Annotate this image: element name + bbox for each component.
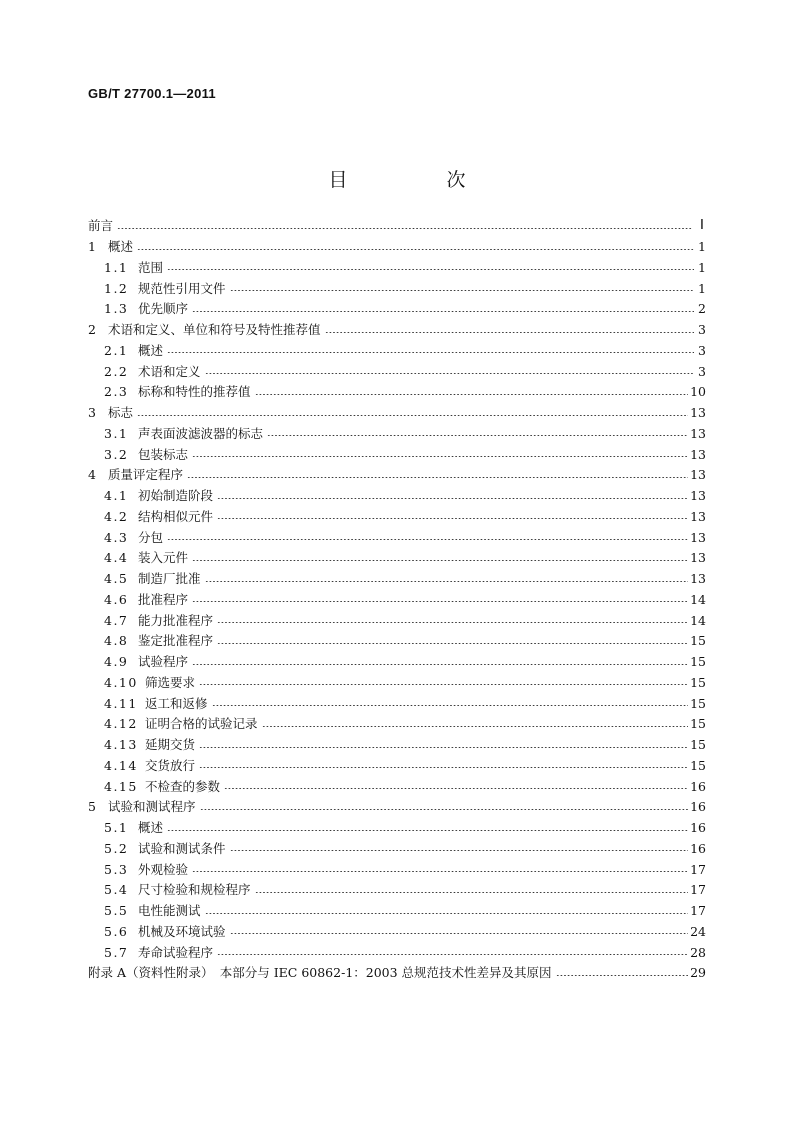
toc-entry-label: 前言 xyxy=(88,218,114,234)
toc-entry[interactable] xyxy=(88,237,706,258)
dot-leader xyxy=(205,373,694,374)
toc-entry[interactable] xyxy=(88,527,706,548)
dot-leader xyxy=(199,684,688,685)
toc-entry-page: 13 xyxy=(690,508,706,524)
toc-entry-label: 能力批准程序 xyxy=(138,612,214,628)
dot-leader xyxy=(556,975,689,976)
toc-entry[interactable] xyxy=(88,424,706,445)
toc-entry-number: 1.3 xyxy=(104,301,129,317)
toc-entry-number: 4.7 xyxy=(104,612,129,628)
toc-entry[interactable] xyxy=(88,818,706,839)
dot-leader xyxy=(192,456,688,457)
toc-entry-label: 附录 A（资料性附录） 本部分与 IEC 60862-1：2003 总规范技术性差异及其原因 xyxy=(88,965,552,981)
toc-entry[interactable] xyxy=(88,216,706,237)
toc-entry-page: 14 xyxy=(690,612,706,628)
toc-entry-label: 延期交货 xyxy=(145,737,196,753)
toc-entry-label: 概述 xyxy=(138,342,164,358)
toc-entry-label: 鉴定批准程序 xyxy=(138,633,214,649)
toc-entry-page: 10 xyxy=(690,384,706,400)
dot-leader xyxy=(192,311,694,312)
toc-entry-page: 1 xyxy=(698,239,706,255)
dot-leader xyxy=(217,954,688,955)
toc-entry-page: 2 xyxy=(698,301,706,317)
toc-entry-page: 1 xyxy=(698,280,706,296)
toc-entry[interactable] xyxy=(88,486,706,507)
toc-entry[interactable] xyxy=(88,507,706,528)
toc-entry-label: 试验和测试程序 xyxy=(108,799,196,815)
toc-entry-number: 2 xyxy=(88,322,98,338)
dot-leader xyxy=(217,643,688,644)
dot-leader xyxy=(137,249,694,250)
toc-entry-page: 15 xyxy=(690,674,706,690)
toc-entry[interactable] xyxy=(88,361,706,382)
toc-entry-number: 4.13 xyxy=(104,737,138,753)
dot-leader xyxy=(187,477,688,478)
toc-entry[interactable] xyxy=(88,465,706,486)
standard-code: GB/T 27700.1—2011 xyxy=(88,86,216,101)
toc-entry-label: 规范性引用文件 xyxy=(138,280,226,296)
toc-entry-label: 证明合格的试验记录 xyxy=(145,716,258,732)
toc-entry-number: 2.1 xyxy=(104,342,129,358)
toc-entry-page: 15 xyxy=(690,695,706,711)
toc-entry[interactable] xyxy=(88,922,706,943)
toc-entry-label: 交货放行 xyxy=(145,757,196,773)
toc-entry-label: 声表面波滤波器的标志 xyxy=(138,425,264,441)
toc-entry-number: 4.6 xyxy=(104,591,129,607)
toc-entry-label: 术语和定义 xyxy=(138,363,201,379)
dot-leader xyxy=(199,747,688,748)
toc-entry-number: 4 xyxy=(88,467,98,483)
toc-entry[interactable] xyxy=(88,942,706,963)
toc-entry-number: 4.4 xyxy=(104,550,129,566)
dot-leader xyxy=(262,726,689,727)
toc-entry-number: 4.14 xyxy=(104,757,138,773)
toc-entry-number: 4.11 xyxy=(104,695,138,711)
toc-entry-number: 4.8 xyxy=(104,633,129,649)
toc-entry-label: 包装标志 xyxy=(138,446,189,462)
toc-entry-page: 29 xyxy=(690,965,706,981)
toc-entry[interactable] xyxy=(88,839,706,860)
toc-entry-label: 术语和定义、单位和符号及特性推荐值 xyxy=(108,322,321,338)
toc-entry-label: 电性能测试 xyxy=(138,903,201,919)
toc-entry-label: 试验程序 xyxy=(138,654,189,670)
toc-entry-page: 3 xyxy=(698,342,706,358)
toc-entry[interactable] xyxy=(88,901,706,922)
dot-leader xyxy=(167,830,688,831)
dot-leader xyxy=(199,767,688,768)
toc-entry-number: 4.15 xyxy=(104,778,138,794)
dot-leader xyxy=(205,913,689,914)
page-title: 目 次 xyxy=(328,168,506,191)
dot-leader xyxy=(205,581,689,582)
dot-leader xyxy=(192,560,688,561)
toc-entry-label: 机械及环境试验 xyxy=(138,923,226,939)
toc-entry-label: 筛选要求 xyxy=(145,674,196,690)
toc-entry-page: 14 xyxy=(690,591,706,607)
toc-entry[interactable] xyxy=(88,652,706,673)
toc-entry-page: 24 xyxy=(690,923,706,939)
dot-leader xyxy=(167,352,694,353)
toc-entry-page: 13 xyxy=(690,529,706,545)
toc-entry-number: 4.1 xyxy=(104,488,129,504)
dot-leader xyxy=(325,332,694,333)
toc-entry-number: 5 xyxy=(88,799,98,815)
dot-leader xyxy=(192,664,688,665)
toc-entry-page: 15 xyxy=(690,716,706,732)
toc-entry[interactable] xyxy=(88,693,706,714)
toc-entry[interactable] xyxy=(88,776,706,797)
toc-entry-page: 13 xyxy=(690,425,706,441)
toc-entry[interactable] xyxy=(88,382,706,403)
toc-entry-page: 15 xyxy=(690,654,706,670)
toc-entry-number: 5.1 xyxy=(104,820,129,836)
toc-entry-label: 寿命试验程序 xyxy=(138,944,214,960)
toc-entry[interactable] xyxy=(88,258,706,279)
toc-entry-label: 试验和测试条件 xyxy=(138,840,226,856)
toc-entry-number: 1 xyxy=(88,239,98,255)
toc-entry-page: 15 xyxy=(690,633,706,649)
toc-entry-page: 13 xyxy=(690,571,706,587)
toc-entry-label: 不检查的参数 xyxy=(145,778,221,794)
toc-entry[interactable] xyxy=(88,341,706,362)
toc-entry[interactable] xyxy=(88,963,706,984)
toc-entry-number: 2.2 xyxy=(104,363,129,379)
toc-entry-number: 3 xyxy=(88,405,98,421)
table-of-contents xyxy=(88,216,706,984)
toc-entry[interactable] xyxy=(88,569,706,590)
toc-entry-number: 3.2 xyxy=(104,446,129,462)
toc-entry-label: 尺寸检验和规检程序 xyxy=(138,882,251,898)
toc-entry[interactable] xyxy=(88,735,706,756)
toc-entry-number: 4.2 xyxy=(104,508,129,524)
dot-leader xyxy=(167,539,688,540)
dot-leader xyxy=(217,518,688,519)
dot-leader xyxy=(212,705,689,706)
dot-leader xyxy=(224,788,688,789)
toc-entry[interactable] xyxy=(88,714,706,735)
toc-entry-page: 1 xyxy=(698,259,706,275)
toc-entry[interactable] xyxy=(88,797,706,818)
toc-entry-number: 5.2 xyxy=(104,840,129,856)
toc-entry-number: 2.3 xyxy=(104,384,129,400)
toc-entry-page: 16 xyxy=(690,799,706,815)
toc-entry[interactable] xyxy=(88,673,706,694)
toc-entry-label: 结构相似元件 xyxy=(138,508,214,524)
dot-leader xyxy=(230,290,694,291)
toc-entry-page: 17 xyxy=(690,882,706,898)
toc-entry-number: 4.9 xyxy=(104,654,129,670)
toc-entry-page: 17 xyxy=(690,861,706,877)
toc-entry-page: 3 xyxy=(698,363,706,379)
toc-entry-number: 5.3 xyxy=(104,861,129,877)
toc-entry-label: 标志 xyxy=(108,405,134,421)
toc-entry-number: 1.1 xyxy=(104,259,129,275)
toc-entry-number: 5.5 xyxy=(104,903,129,919)
toc-entry[interactable] xyxy=(88,320,706,341)
toc-entry[interactable] xyxy=(88,299,706,320)
toc-entry-page: 15 xyxy=(690,757,706,773)
toc-entry-page: 16 xyxy=(690,840,706,856)
toc-entry-label: 优先顺序 xyxy=(138,301,189,317)
toc-entry-number: 4.5 xyxy=(104,571,129,587)
toc-entry-label: 制造厂批准 xyxy=(138,571,201,587)
dot-leader xyxy=(217,498,688,499)
toc-entry-label: 初始制造阶段 xyxy=(138,488,214,504)
toc-entry-number: 4.12 xyxy=(104,716,138,732)
toc-entry-label: 返工和返修 xyxy=(145,695,208,711)
dot-leader xyxy=(137,415,688,416)
toc-entry-page: 16 xyxy=(690,778,706,794)
toc-entry-number: 5.4 xyxy=(104,882,129,898)
toc-entry-number: 1.2 xyxy=(104,280,129,296)
toc-entry[interactable] xyxy=(88,859,706,880)
toc-entry-page: 13 xyxy=(690,488,706,504)
toc-entry-label: 概述 xyxy=(138,820,164,836)
toc-entry[interactable] xyxy=(88,444,706,465)
toc-entry[interactable] xyxy=(88,631,706,652)
toc-entry-number: 4.3 xyxy=(104,529,129,545)
toc-entry-label: 批准程序 xyxy=(138,591,189,607)
toc-entry-label: 外观检验 xyxy=(138,861,189,877)
dot-leader xyxy=(230,850,689,851)
toc-entry[interactable] xyxy=(88,756,706,777)
dot-leader xyxy=(230,933,689,934)
dot-leader xyxy=(167,269,694,270)
toc-entry[interactable] xyxy=(88,610,706,631)
toc-entry-page: 28 xyxy=(690,944,706,960)
dot-leader xyxy=(267,435,688,436)
toc-entry-page: 13 xyxy=(690,467,706,483)
toc-entry-page: 3 xyxy=(698,322,706,338)
toc-entry-number: 3.1 xyxy=(104,425,129,441)
dot-leader xyxy=(117,228,692,229)
dot-leader xyxy=(192,871,688,872)
toc-entry[interactable] xyxy=(88,590,706,611)
dot-leader xyxy=(200,809,689,810)
toc-entry-page: Ⅰ xyxy=(699,218,704,234)
toc-entry-number: 4.10 xyxy=(104,674,138,690)
toc-entry-label: 概述 xyxy=(108,239,134,255)
toc-entry-label: 装入元件 xyxy=(138,550,189,566)
toc-entry-page: 16 xyxy=(690,820,706,836)
toc-entry-label: 质量评定程序 xyxy=(108,467,184,483)
toc-entry[interactable] xyxy=(88,278,706,299)
toc-entry-label: 标称和特性的推荐值 xyxy=(138,384,251,400)
dot-leader xyxy=(255,892,689,893)
toc-entry-number: 5.6 xyxy=(104,923,129,939)
toc-entry-page: 13 xyxy=(690,405,706,421)
toc-entry-label: 分包 xyxy=(138,529,164,545)
toc-entry-number: 5.7 xyxy=(104,944,129,960)
toc-entry[interactable] xyxy=(88,548,706,569)
dot-leader xyxy=(192,601,688,602)
toc-entry-page: 15 xyxy=(690,737,706,753)
toc-entry[interactable] xyxy=(88,880,706,901)
dot-leader xyxy=(217,622,688,623)
toc-entry[interactable] xyxy=(88,403,706,424)
toc-entry-label: 范围 xyxy=(138,259,164,275)
toc-entry-page: 13 xyxy=(690,550,706,566)
dot-leader xyxy=(255,394,689,395)
toc-entry-page: 13 xyxy=(690,446,706,462)
toc-entry-page: 17 xyxy=(690,903,706,919)
